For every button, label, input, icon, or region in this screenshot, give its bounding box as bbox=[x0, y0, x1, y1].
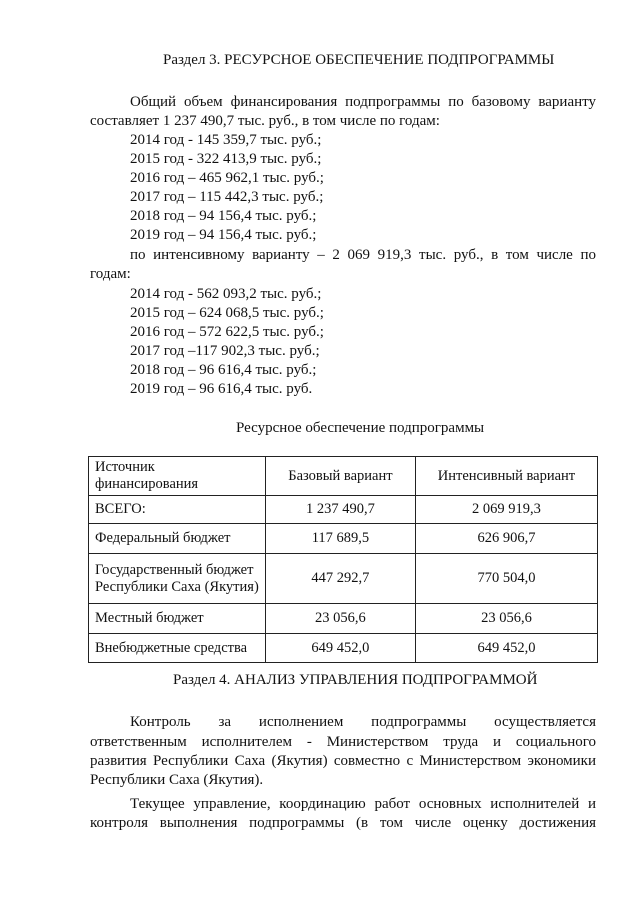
row-source-line2: Республики Саха (Якутия) bbox=[95, 578, 259, 595]
header-base: Базовый вариант bbox=[265, 457, 415, 496]
base-year-2015: 2015 год - 322 413,9 тыс. руб.; bbox=[130, 151, 322, 167]
resource-table bbox=[88, 456, 598, 663]
intensive-year-2018: 2018 год – 96 616,4 тыс. руб.; bbox=[130, 362, 317, 378]
header-source: Источник финансирования bbox=[89, 457, 266, 496]
table-row bbox=[89, 554, 598, 604]
section4-p2-line1: Текущее управление, координацию работ основных исполнителей и bbox=[130, 796, 596, 812]
intensive-year-2015: 2015 год – 624 068,5 тыс. руб.; bbox=[130, 305, 324, 321]
row-base: 447 292,7 bbox=[265, 554, 415, 604]
row-base: 23 056,6 bbox=[265, 604, 415, 634]
row-intensive: 770 504,0 bbox=[415, 554, 597, 604]
row-intensive: 626 906,7 bbox=[415, 524, 597, 554]
row-source-line1: Государственный бюджет bbox=[95, 561, 254, 578]
row-source bbox=[89, 554, 266, 604]
section4-p1-line2: ответственным исполнителем - Министерством труда и социального bbox=[90, 734, 596, 750]
row-source: Внебюджетные средства bbox=[89, 634, 266, 663]
table-row bbox=[89, 496, 598, 524]
section3-intro-line1: Общий объем финансирования подпрограммы по базовому варианту bbox=[130, 94, 596, 110]
intensive-year-2017: 2017 год –117 902,3 тыс. руб.; bbox=[130, 343, 320, 359]
row-base: 1 237 490,7 bbox=[265, 496, 415, 524]
section4-p1-line4: Республики Саха (Якутия). bbox=[90, 772, 264, 788]
section4-p1-line1: Контроль за исполнением подпрограммы осуществляется bbox=[130, 714, 596, 730]
table-caption: Ресурсное обеспечение подпрограммы bbox=[236, 420, 485, 436]
intensive-year-2016: 2016 год – 572 622,5 тыс. руб.; bbox=[130, 324, 324, 340]
table-header-row bbox=[89, 457, 598, 496]
section3-intro-line2: составляет 1 237 490,7 тыс. руб., в том числе по годам: bbox=[90, 113, 440, 129]
table-row bbox=[89, 634, 598, 663]
base-year-2019: 2019 год – 94 156,4 тыс. руб.; bbox=[130, 227, 317, 243]
section4-p2-line2: контроля выполнения подпрограммы (в том числе оценку достижения bbox=[90, 815, 596, 831]
header-intensive: Интенсивный вариант bbox=[415, 457, 597, 496]
row-source: ВСЕГО: bbox=[89, 496, 266, 524]
row-source: Федеральный бюджет bbox=[89, 524, 266, 554]
intensive-intro-line1: по интенсивному варианту – 2 069 919,3 тыс. руб., в том числе по bbox=[130, 247, 596, 263]
table-row bbox=[89, 524, 598, 554]
row-intensive: 649 452,0 bbox=[415, 634, 597, 663]
section4-p1-line3: развития Республики Саха (Якутия) совместно с Министерством экономики bbox=[90, 753, 596, 769]
table-row bbox=[89, 604, 598, 634]
row-intensive: 23 056,6 bbox=[415, 604, 597, 634]
intensive-year-2014: 2014 год - 562 093,2 тыс. руб.; bbox=[130, 286, 322, 302]
base-year-2016: 2016 год – 465 962,1 тыс. руб.; bbox=[130, 170, 324, 186]
row-base: 649 452,0 bbox=[265, 634, 415, 663]
base-year-2017: 2017 год – 115 442,3 тыс. руб.; bbox=[130, 189, 324, 205]
base-year-2014: 2014 год - 145 359,7 тыс. руб.; bbox=[130, 132, 322, 148]
row-base: 117 689,5 bbox=[265, 524, 415, 554]
intensive-intro-line2: годам: bbox=[90, 266, 131, 282]
row-intensive: 2 069 919,3 bbox=[415, 496, 597, 524]
row-source: Местный бюджет bbox=[89, 604, 266, 634]
section4-title: Раздел 4. АНАЛИЗ УПРАВЛЕНИЯ ПОДПРОГРАММОЙ bbox=[173, 672, 538, 688]
section3-title: Раздел 3. РЕСУРСНОЕ ОБЕСПЕЧЕНИЕ ПОДПРОГРАММЫ bbox=[163, 52, 555, 68]
intensive-year-2019: 2019 год – 96 616,4 тыс. руб. bbox=[130, 381, 313, 397]
base-year-2018: 2018 год – 94 156,4 тыс. руб.; bbox=[130, 208, 317, 224]
